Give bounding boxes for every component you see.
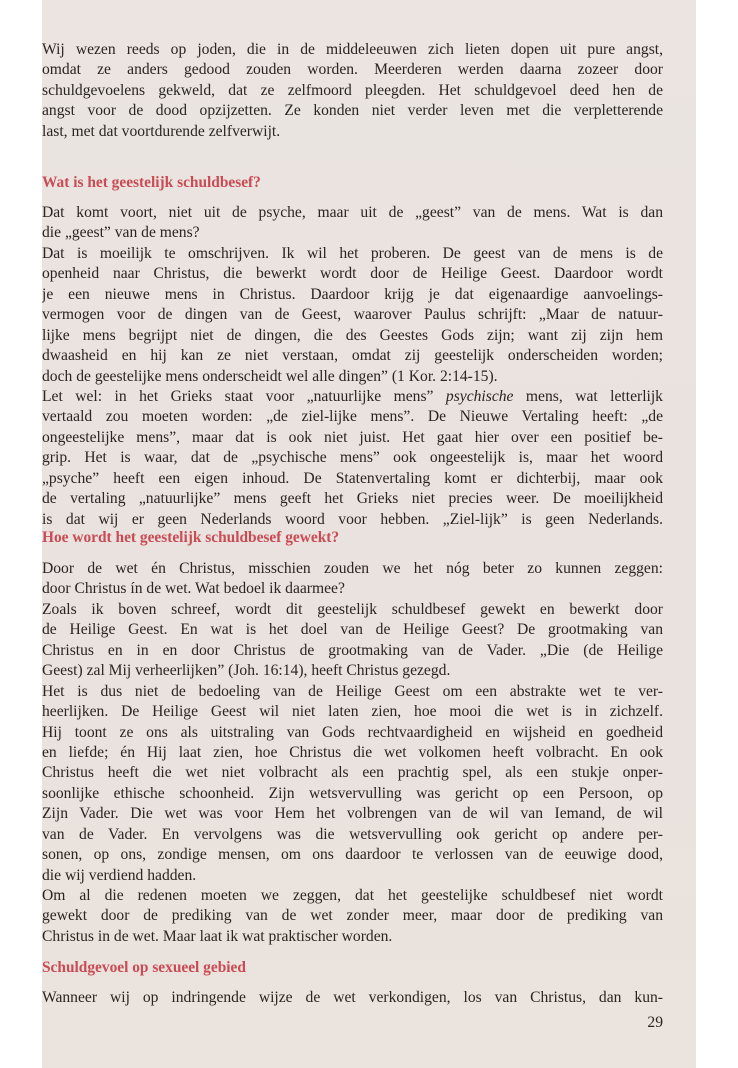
text-line: vertaald zou moeten worden: „de ziel-lijke mens”. De Nieuwe Vertaling heeft: „de	[42, 408, 663, 426]
section-heading: Hoe wordt het geestelijk schuldbesef gewekt?	[42, 529, 340, 546]
text-line: „psyche” heeft een eigen inhoud. De Statenvertaling komt er dichterbij, maar ook	[42, 469, 663, 487]
text-line: Zoals ik boven schreef, wordt dit geestelijk schuldbesef gewekt en bewerkt door	[42, 600, 663, 618]
section-heading: Wat is het geestelijk schuldbesef?	[42, 174, 261, 191]
text-line: is dat wij er geen Nederlands woord voor hebben. „Ziel-lijk” is geen Nederlands.	[42, 510, 663, 528]
text-line: grip. Het is waar, dat de „psychische mens” ook ongeestelijk is, maar het woord	[42, 449, 663, 467]
text-line: vermogen voor de dingen van de Geest, waarover Paulus schrijft: „Maar de natuur-	[42, 306, 663, 324]
text-line: omdat ze anders gedood zouden worden. Meerderen werden daarna zozeer door	[42, 61, 663, 79]
section-body	[42, 203, 663, 530]
text-line: Zijn Vader. Die wet was voor Hem het volbrengen van de wil van Iemand, de wil	[42, 805, 663, 823]
text-line: Het is dus niet de bedoeling van de Heilige Geest om een abstrakte wet te ver-	[42, 682, 663, 700]
text-line: en liefde; én Hij laat zien, hoe Christus die wet volkomen heeft volbracht. En ook	[42, 743, 663, 761]
book-page	[42, 0, 696, 1068]
intro-paragraph	[42, 40, 663, 142]
text-line: Geest) zal Mij verheerlijken” (Joh. 16:14), heeft Christus gezegd.	[42, 662, 451, 680]
text-line: doch de geestelijke mens onderscheidt wel alle dingen” (1 Kor. 2:14-15).	[42, 367, 498, 385]
text-line: die wij verdiend hadden.	[42, 866, 197, 884]
text-line: je een nieuwe mens in Christus. Daardoor krijg je dat eigenaardige aanvoelings-	[42, 285, 663, 303]
section-heading: Schuldgevoel op sexueel gebied	[42, 959, 246, 976]
text-line: Dat komt voort, niet uit de psyche, maar uit de „geest” van de mens. Wat is dan	[42, 204, 663, 221]
text-line: Christus heeft die wet niet volbracht als een prachtig spel, als een stukje onper-	[42, 764, 663, 782]
italic-term: psychische	[445, 387, 514, 405]
section-body	[42, 988, 663, 1008]
text-line: die „geest” van de mens?	[42, 224, 200, 242]
text-line: Om al die redenen moeten we zeggen, dat het geestelijke schuldbesef niet wordt	[42, 887, 663, 904]
text-line: Wanneer wij op indringende wijze de wet verkondigen, los van Christus, dan kun-	[42, 989, 663, 1006]
text-line: de vertaling „natuurlijke” mens geeft het Grieks niet precies weer. De moeilijkheid	[42, 490, 663, 508]
text-line: heerlijken. De Heilige Geest wil niet laten zien, hoe mooi die wet is in zichzelf.	[42, 703, 663, 721]
text-line: Door de wet én Christus, misschien zouden we het nóg beter zo kunnen zeggen:	[42, 560, 663, 577]
text-line: de Heilige Geest. En wat is het doel van de Heilige Geest? De grootmaking van	[42, 621, 663, 639]
text-line: gewekt door de prediking van de wet zonder meer, maar door de prediking van	[42, 907, 663, 925]
text-line: angst voor de dood opzijzetten. Ze konden niet verder leven met die verpletterende	[42, 102, 663, 120]
text-line	[42, 387, 663, 407]
text-line: Wij wezen reeds op joden, die in de middeleeuwen zich lieten dopen uit pure angst,	[42, 41, 663, 58]
text-line: Christus en in en door Christus de grootmaking van de Vader. „Die (de Heilige	[42, 641, 663, 659]
text-line: Christus in de wet. Maar laat ik wat praktischer worden.	[42, 927, 393, 945]
text-line: schuldgevoelens gekweld, dat ze zelfmoord pleegden. Het schuldgevoel deed hen de	[42, 81, 663, 99]
text-line: Dat is moeilijk te omschrijven. Ik wil het proberen. De geest van de mens is de	[42, 244, 663, 262]
text-line: Hij toont ze ons als uitstraling van Gods rechtvaardigheid en wijsheid en goedheid	[42, 723, 663, 741]
text-line: van de Vader. En vervolgens was die wetsvervulling ook gericht op andere per-	[42, 825, 663, 843]
text-line: door Christus ín de wet. Wat bedoel ik daarmee?	[42, 580, 345, 598]
text-line: ongeestelijke mens”, maar dat is ook niet juist. Het gaat hier over een positief be-	[42, 428, 663, 446]
text-span: Let wel: in het Grieks staat voor „natuurlijke mens”	[42, 387, 434, 405]
text-line: lijke mens begrijpt niet de dingen, die des Geestes Gods zijn; want zij zijn hem	[42, 326, 663, 344]
text-line: sonen, op ons, zondige mensen, om ons daardoor te verlossen van de eeuwige dood,	[42, 846, 663, 864]
text-span: mens, wat letterlijk	[525, 387, 663, 405]
page-number: 29	[647, 1014, 663, 1031]
text-line: dwaasheid en hij kan ze niet verstaan, omdat zij geestelijk onderscheiden worden;	[42, 347, 663, 365]
section-body	[42, 559, 663, 947]
text-line: last, met dat voortdurende zelfverwijt.	[42, 122, 281, 140]
text-line: soonlijke ethische schoonheid. Zijn wetsvervulling was gericht op een Persoon, op	[42, 784, 663, 802]
text-line: openheid naar Christus, die bewerkt wordt door de Heilige Geest. Daardoor wordt	[42, 265, 663, 283]
